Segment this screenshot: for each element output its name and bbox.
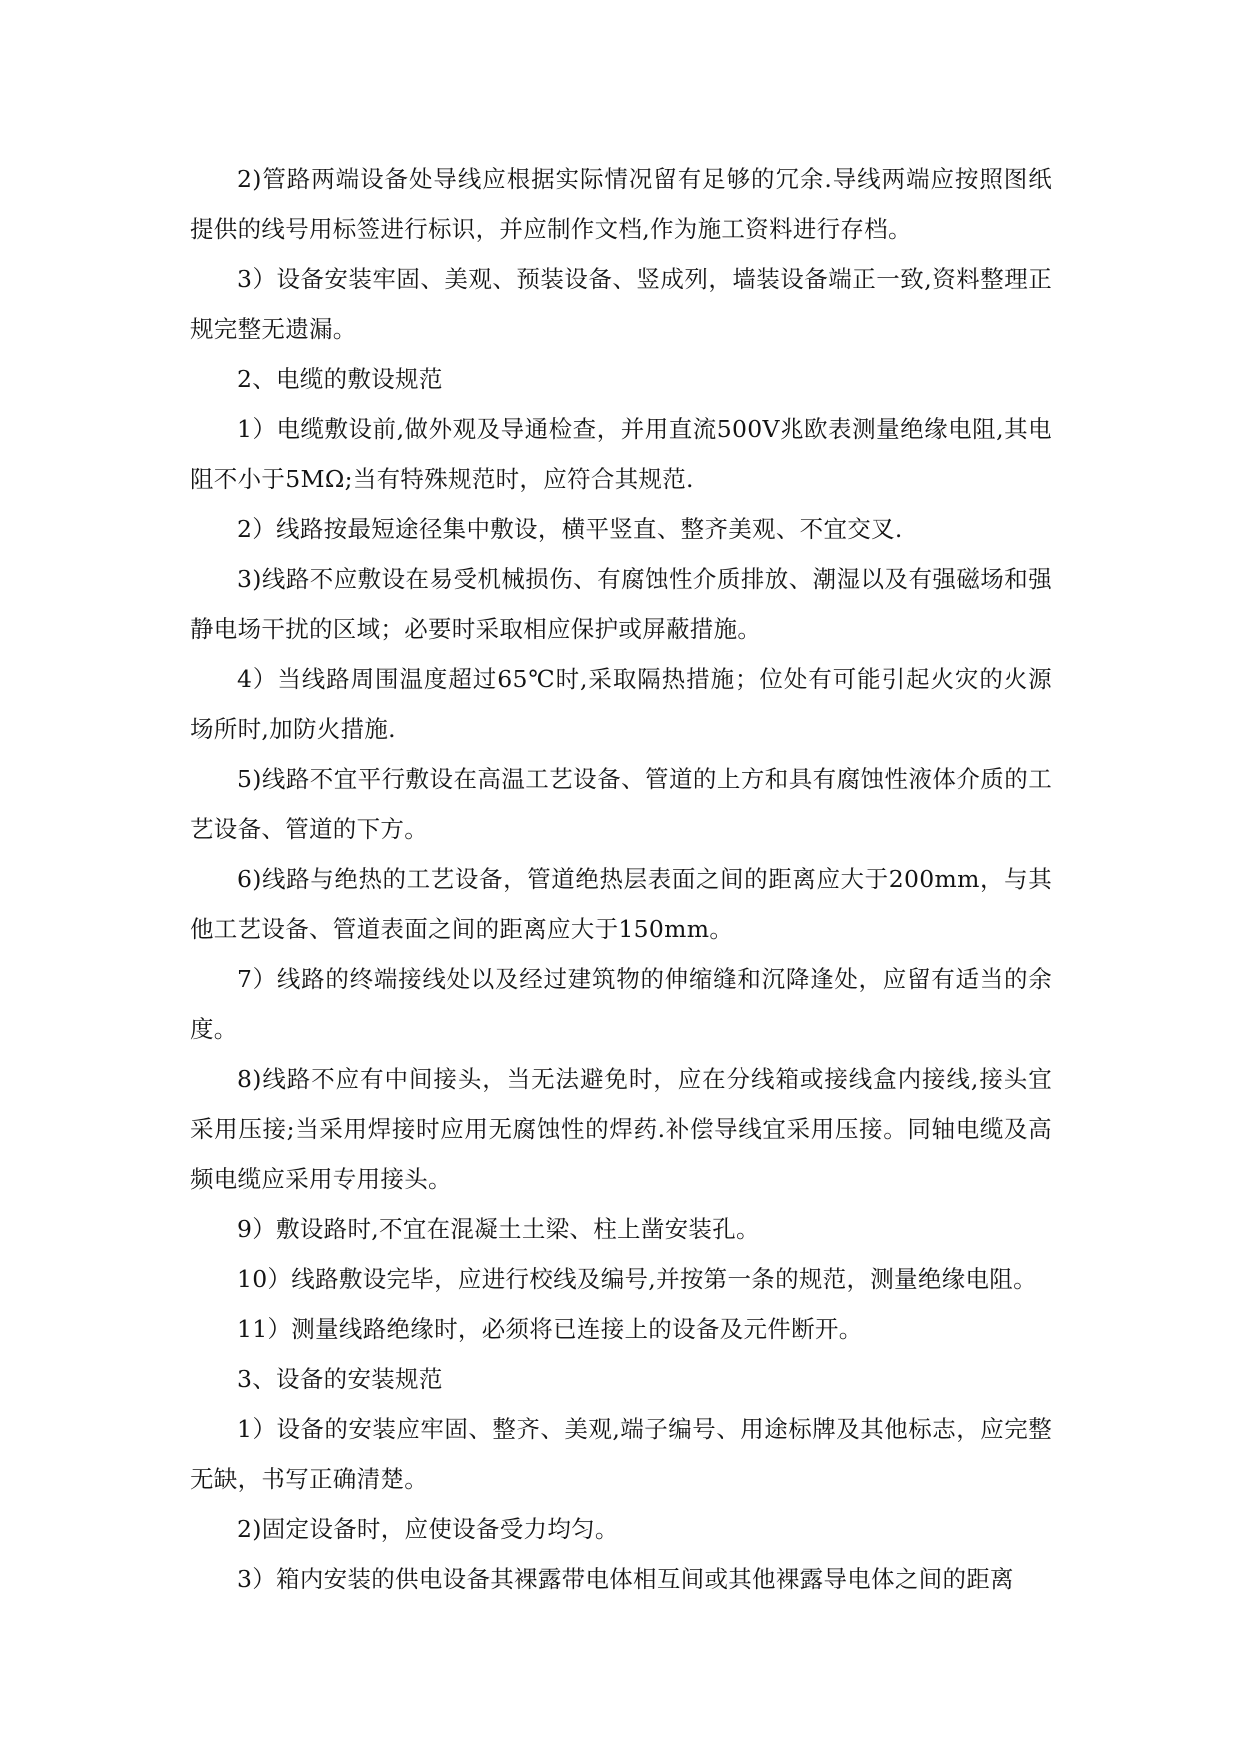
document-body	[190, 154, 1052, 1604]
paragraph: 2)管路两端设备处导线应根据实际情况留有足够的冗余.导线两端应按照图纸提供的线号用标签进行标识，并应制作文档,作为施工资料进行存档。	[190, 165, 1052, 243]
section-heading: 3、设备的安装规范	[237, 1365, 443, 1393]
paragraph: 10）线路敷设完毕，应进行校线及编号,并按第一条的规范，测量绝缘电阻。	[237, 1265, 1037, 1293]
paragraph: 7）线路的终端接线处以及经过建筑物的伸缩缝和沉降逢处，应留有适当的余度。	[190, 965, 1052, 1043]
section-heading: 2、电缆的敷设规范	[237, 365, 443, 393]
paragraph: 9）敷设路时,不宜在混凝土土梁、柱上凿安装孔。	[237, 1215, 760, 1243]
paragraph: 1）设备的安装应牢固、整齐、美观,端子编号、用途标牌及其他标志，应完整无缺，书写正确清楚。	[190, 1415, 1052, 1493]
paragraph: 3）设备安装牢固、美观、预装设备、竖成列，墙装设备端正一致,资料整理正规完整无遗漏。	[190, 265, 1052, 343]
paragraph: 2)固定设备时，应使设备受力均匀。	[237, 1515, 619, 1543]
paragraph: 8)线路不应有中间接头，当无法避免时，应在分线箱或接线盒内接线,接头宜采用压接;当采用焊接时应用无腐蚀性的焊药.补偿导线宜采用压接。同轴电缆及高频电缆应采用专用接头。	[190, 1065, 1052, 1193]
paragraph: 2）线路按最短途径集中敷设，横平竖直、整齐美观、不宜交叉.	[237, 515, 903, 543]
paragraph: 3）箱内安装的供电设备其裸露带电体相互间或其他裸露导电体之间的距离	[237, 1565, 1014, 1593]
paragraph: 5)线路不宜平行敷设在高温工艺设备、管道的上方和具有腐蚀性液体介质的工艺设备、管道的下方。	[190, 765, 1052, 843]
paragraph: 4）当线路周围温度超过65℃时,采取隔热措施；位处有可能引起火灾的火源场所时,加防火措施.	[190, 665, 1052, 743]
paragraph: 1）电缆敷设前,做外观及导通检查，并用直流500V兆欧表测量绝缘电阻,其电阻不小于5MΩ;当有特殊规范时，应符合其规范.	[190, 415, 1052, 493]
paragraph: 11）测量线路绝缘时，必须将已连接上的设备及元件断开。	[237, 1315, 863, 1343]
paragraph: 6)线路与绝热的工艺设备，管道绝热层表面之间的距离应大于200mm，与其他工艺设备、管道表面之间的距离应大于150mm。	[190, 865, 1052, 943]
paragraph: 3)线路不应敷设在易受机械损伤、有腐蚀性介质排放、潮湿以及有强磁场和强静电场干扰的区域；必要时采取相应保护或屏蔽措施。	[190, 565, 1052, 643]
